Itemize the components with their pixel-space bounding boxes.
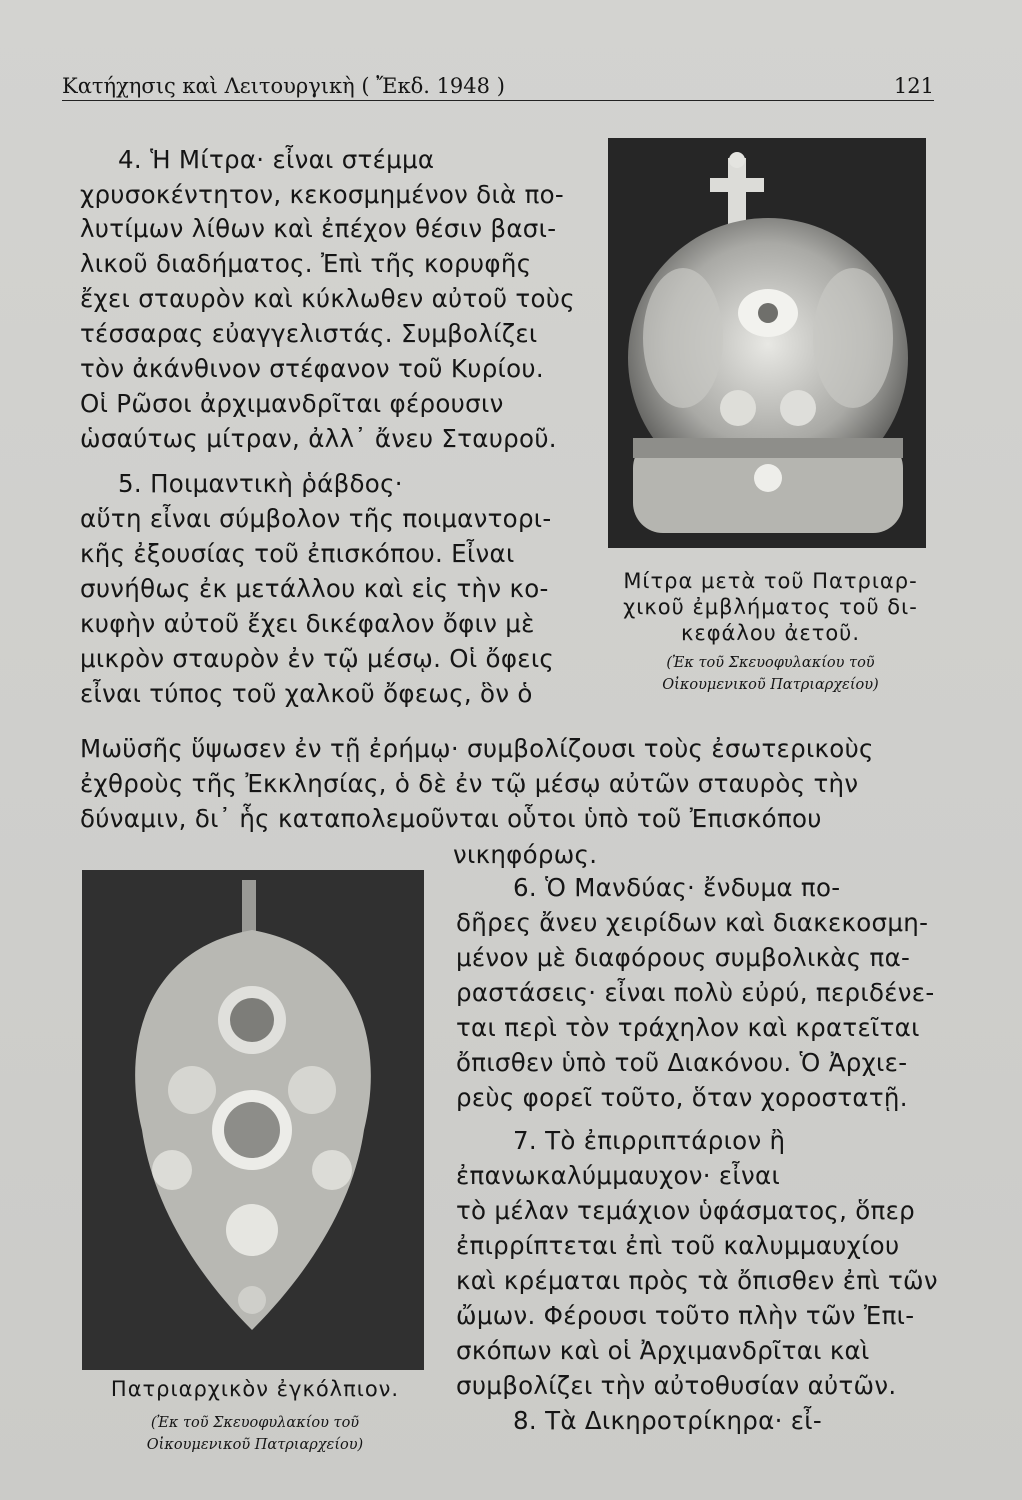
body-line-full: Μωϋσῆς ὕψωσεν ἐν τῇ ἐρήμῳ· συμβολίζουσι τοὺς ἐσωτερικοὺς [80, 734, 874, 763]
body-line-right: ὄπισθεν ὑπὸ τοῦ Διακόνου. Ὁ Ἀρχιε- [456, 1048, 908, 1077]
body-line-full: ἐχθροὺς τῆς Ἐκκλησίας, ὁ δὲ ἐν τῷ μέσῳ αὐτῶν σταυρὸς τὴν [80, 769, 859, 798]
body-line: Οἱ Ρῶσοι ἀρχιμανδρῖται φέρουσιν [80, 389, 504, 418]
body-line-right: συμβολίζει τὴν αὐτοθυσίαν αὐτῶν. [456, 1371, 897, 1400]
body-line: κυφὴν αὐτοῦ ἔχει δικέφαλον ὄφιν μὲ [80, 609, 535, 638]
body-line: εἶναι τύπος τοῦ χαλκοῦ ὄφεως, ὃν ὁ [80, 679, 533, 708]
body-line: λικοῦ διαδήματος. Ἐπὶ τῆς κορυφῆς [80, 249, 532, 278]
body-line: χρυσοκέντητον, κεκοσμημένον διὰ πο- [80, 180, 565, 209]
body-line-right: ρεὺς φορεῖ τοῦτο, ὅταν χοροστατῇ. [456, 1083, 908, 1112]
running-title: Κατήχησις καὶ Λειτουργικὴ ( Ἔκδ. 1948 ) [62, 74, 505, 98]
mitre-source-line: Οἰκουμενικοῦ Πατριαρχείου) [662, 677, 879, 693]
body-line-right: σκόπων καὶ οἱ Ἀρχιμανδρῖται καὶ [456, 1336, 870, 1365]
engolpion-source-line: (Ἐκ τοῦ Σκευοφυλακίου τοῦ [150, 1415, 360, 1431]
body-line-right: ἐπιρρίπτεται ἐπὶ τοῦ καλυμμαυχίου [456, 1231, 900, 1260]
section-4-heading-line: 4. Ἡ Μίτρα· εἶναι στέμμα [118, 145, 435, 174]
mitre-illustration [608, 138, 926, 548]
body-line-full: νικηφόρως. [453, 840, 598, 869]
section-7-heading-line: 7. Τὸ ἐπιρριπτάριον ἢ [513, 1126, 786, 1155]
page-number: 121 [893, 74, 934, 98]
mitre-photograph [608, 138, 926, 548]
body-line: ὡσαύτως μίτραν, ἀλλ᾽ ἄνευ Σταυροῦ. [80, 424, 557, 453]
body-line-right: τὸ μέλαν τεμάχιον ὑφάσματος, ὅπερ [456, 1196, 915, 1225]
section-6-heading-line: 6. Ὁ Μανδύας· ἔνδυμα πο- [513, 873, 841, 902]
engolpion-photograph [82, 870, 424, 1370]
section-8-heading-line: 8. Τὰ Δικηροτρίκηρα· εἶ- [513, 1406, 823, 1435]
body-line: αὕτη εἶναι σύμβολον τῆς ποιμαντορι- [80, 504, 552, 533]
body-line-right: ὤμων. Φέρουσι τοῦτο πλὴν τῶν Ἐπι- [456, 1301, 915, 1330]
body-line-right: ται περὶ τὸν τράχηλον καὶ κρατεῖται [456, 1013, 920, 1042]
body-line: μικρὸν σταυρὸν ἐν τῷ μέσῳ. Οἱ ὄφεις [80, 644, 555, 673]
engolpion-caption-title: Πατριαρχικὸν ἐγκόλπιον. [110, 1377, 400, 1401]
mitre-caption-line: κεφάλου ἀετοῦ. [680, 621, 861, 645]
body-line: συνήθως ἐκ μετάλλου καὶ εἰς τὴν κο- [80, 574, 549, 603]
engolpion-source-line: Οἰκουμενικοῦ Πατριαρχείου) [146, 1437, 364, 1453]
body-line: τέσσαρας εὐαγγελιστάς. Συμβολίζει [80, 319, 538, 348]
body-line: λυτίμων λίθων καὶ ἐπέχον θέσιν βασι- [80, 214, 557, 243]
section-5-heading-line: 5. Ποιμαντικὴ ῥάβδος· [118, 469, 403, 498]
body-line: ἔχει σταυρὸν καὶ κύκλωθεν αὐτοῦ τοὺς [80, 284, 575, 313]
mitre-caption-line: Μίτρα μετὰ τοῦ Πατριαρ- [623, 569, 918, 593]
mitre-source-line: (Ἐκ τοῦ Σκευοφυλακίου τοῦ [666, 655, 875, 671]
body-line-right: ραστάσεις· εἶναι πολὺ εὐρύ, περιδένε- [456, 978, 935, 1007]
running-header [62, 74, 934, 101]
mitre-caption-line: χικοῦ ἐμβλήματος τοῦ δι- [623, 595, 918, 619]
body-line-right: καὶ κρέμαται πρὸς τὰ ὄπισθεν ἐπὶ τῶν [456, 1266, 938, 1295]
engolpion-illustration [82, 870, 424, 1370]
body-line-full: δύναμιν, δι᾽ ἧς καταπολεμοῦνται οὗτοι ὑπὸ τοῦ Ἐπισκόπου [80, 804, 822, 833]
engolpion-caption [70, 1376, 440, 1456]
mitre-caption [598, 568, 943, 696]
section-7-heading-line-2: ἐπανωκαλύμμαυχον· εἶναι [456, 1161, 781, 1190]
body-line: κῆς ἐξουσίας τοῦ ἐπισκόπου. Εἶναι [80, 539, 515, 568]
body-line-right: δῆρες ἄνευ χειρίδων καὶ διακεκοσμη- [456, 908, 929, 937]
body-line: τὸν ἀκάνθινον στέφανον τοῦ Κυρίου. [80, 354, 544, 383]
body-line-right: μένον μὲ διαφόρους συμβολικὰς πα- [456, 943, 911, 972]
